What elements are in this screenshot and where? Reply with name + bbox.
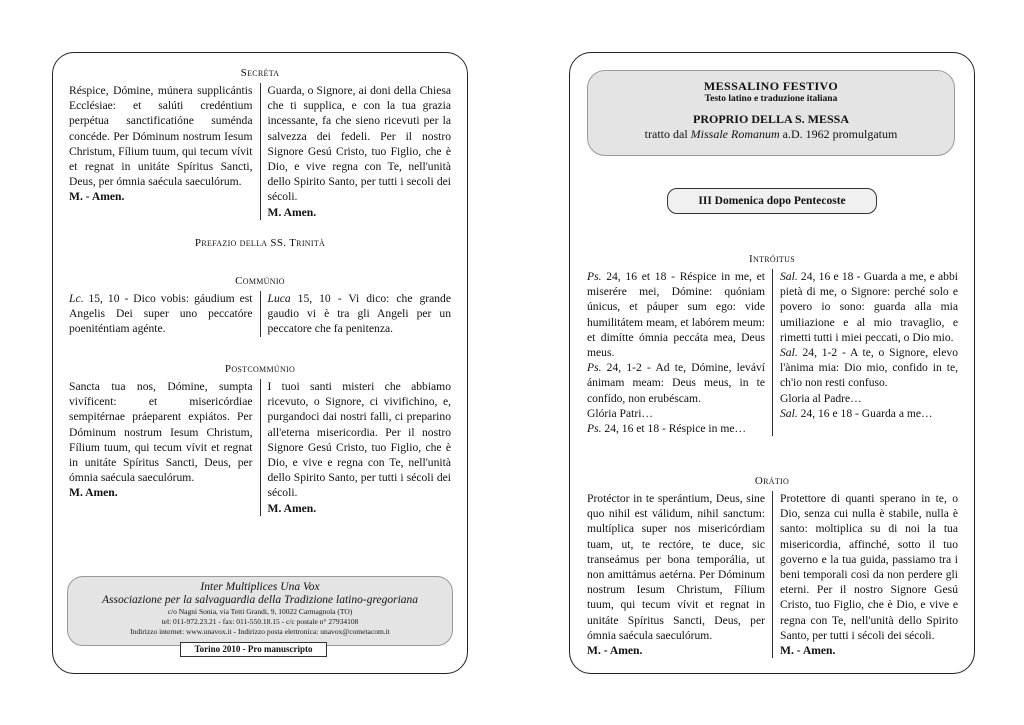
oratio-columns bbox=[587, 491, 959, 658]
footer-motto: Inter Multiplices Una Vox bbox=[200, 581, 320, 593]
introitus-latin-text-2: 24, 1-2 - Ad te, Dómine, leváví ánimam meam: Deus meus, in te confído, non erubéscam. bbox=[587, 361, 765, 405]
secreta-latin-amen: M. - Amen. bbox=[69, 190, 125, 204]
secreta-columns bbox=[69, 83, 451, 220]
footer-phone: tel: 011-972.23.21 - fax: 011-550.18.15 - c/c postale n° 27934108 bbox=[161, 617, 359, 626]
header-title: MESSALINO FESTIVO bbox=[703, 79, 839, 93]
introitus-italian-ref-4: Sal. bbox=[780, 406, 798, 420]
header-proprio: PROPRIO DELLA S. MESSA bbox=[692, 112, 850, 126]
secreta-italian bbox=[260, 83, 452, 220]
communio-italian-text: 15, 10 - Vi dico: che grande gaudio vi è tra gli Angeli per un peccatore che fa penitenza. bbox=[267, 292, 451, 336]
sunday-title: III Domenica dopo Pentecoste bbox=[667, 188, 877, 214]
postcommunio-italian-amen: M. Amen. bbox=[267, 501, 317, 515]
footer-internet: Indirizzo internet: www.unavox.it - Indirizzo posta elettronica: unavox@cometacom.it bbox=[130, 627, 390, 636]
introitus-italian-text-4: 24, 16 e 18 - Guarda a me… bbox=[797, 406, 933, 420]
communio-latin bbox=[69, 291, 260, 337]
secreta-italian-text: Guarda, o Signore, ai doni della Chiesa che ti supplica, e con la tua grazia incessante, fa che sieno ricevuti per la salvezza dei fedeli. Per il nostro Signore Gesú Cristo, tuo Figlio, che è Dio, e vive regna con Te, nell'unità dello Spirito Santo, per tutti i secoli dei sécoli. bbox=[267, 84, 451, 204]
introitus-italian-ref-1: Sal. bbox=[780, 270, 798, 283]
oratio-latin-text: Protéctor in te sperántium, Deus, sine quo nihil est válidum, nihil sanctum: multíplica super nos misericórdiam tuam, ut, te rectóre, te duce, sic transeámus per bona temporália, ut non amittámus aetérna. Per Dóminum nostrum Iesum Christum, Fílium tuum, qui tecum vívit et regnat in unitáte Spíritus Sancti, Deus, per ómnia saécula saeculórum. bbox=[587, 492, 765, 642]
oratio-italian-text: Protettore di quanti sperano in te, o Dio, senza cui nulla è stabile, nulla è santo: moltiplica su di noi la tua misericordia, affinché, sotto il tuo governo e la tua guida, passiamo tra i beni temporali così da non perdere gli eterni. Per il nostro Signore Gesú Cristo, tuo Figlio, che è Dio, e vive e regna con Te, nell'unità dello Spirito Santo, per tutti i sécoli dei sécoli. bbox=[780, 492, 958, 642]
header-source-missal: Missale Romanum bbox=[690, 127, 780, 141]
secreta-latin-text: Réspice, Dómine, múnera supplicántis Ecclésiae: et salúti credéntium perpétua sanctificatióne suménda concéde. Per Dóminum nostrum Iesum Christum, Fílium tuum, qui tecum vívit et regnat in unitáte Spíritus Sancti, Deus, per ómnia saécula saeculórum. bbox=[69, 84, 253, 189]
introitus-latin-ref-4: Ps. bbox=[587, 422, 602, 436]
communio-latin-ref: Lc bbox=[69, 292, 81, 305]
communio-title: Commúnio bbox=[235, 275, 285, 287]
communio-italian-ref: Luca bbox=[267, 292, 291, 305]
association-footer bbox=[67, 576, 453, 646]
introitus-italian-text-1: 24, 16 e 18 - Guarda a me, e abbi pietà di me, o Signore: perché solo e povero io sono: guarda alla mia umiliazione e al mio travaglio, e rimetti tutti i miei peccati, o Dio mio. bbox=[780, 270, 958, 344]
postcommunio-latin-text: Sancta tua nos, Dómine, sumpta vivíficent: et misericórdiae sempitérnae práeparent expiátos. Per Dóminum nostrum Iesum Christum, Fílium tuum, qui tecum vívit et regnat in unitáte Spíritus Sancti, Deus, per ómnia saécula saeculórum. bbox=[69, 380, 253, 485]
introitus-italian-gloria: Gloria al Padre… bbox=[780, 391, 862, 405]
introitus-latin-ref-2: Ps. bbox=[587, 361, 602, 375]
postcommunio-title: Postcommúnio bbox=[224, 363, 296, 375]
introitus-columns bbox=[587, 269, 959, 436]
right-page bbox=[569, 52, 975, 674]
header-subtitle: Testo latino e traduzione italiana bbox=[704, 94, 838, 104]
header-source-post: a.D. 1962 promulgatum bbox=[779, 127, 898, 141]
secreta-latin bbox=[69, 83, 260, 220]
introitus-latin-gloria: Glória Patri… bbox=[587, 406, 654, 420]
oratio-latin-amen: M. - Amen. bbox=[587, 644, 643, 658]
postcommunio-columns bbox=[69, 379, 451, 516]
postcommunio-latin bbox=[69, 379, 260, 516]
introitus-italian-text-2: 24, 1-2 - A te, o Signore, elevo l'ànima mia: Dio mio, confido in te, ch'io non resti confuso. bbox=[780, 346, 958, 390]
introitus-latin-text-1: 24, 16 et 18 - Réspice in me, et miserére mei, Dómine: quóniam únicus, et páuper sum ego: vide humilitátem meam, et labórem meum: et dimítte ómnia peccáta mea, Deus meus. bbox=[587, 270, 765, 360]
postcommunio-italian bbox=[260, 379, 452, 516]
introitus-latin bbox=[587, 269, 772, 436]
left-page bbox=[52, 52, 468, 674]
footer-association: Associazione per la salvaguardia della Tradizione latino-gregoriana bbox=[101, 594, 419, 606]
secreta-title: Secréta bbox=[240, 67, 280, 79]
prefazio-title: Prefazio della SS. Trinità bbox=[194, 237, 326, 249]
communio-columns bbox=[69, 291, 451, 337]
introitus-latin-text-4: 24, 16 et 18 - Réspice in me… bbox=[601, 422, 747, 436]
postcommunio-italian-text: I tuoi santi misteri che abbiamo ricevuto, o Signore, ci vivifichino, e, purgandoci dai nostri falli, ci preparino all'eterna misericordia. Per il nostro Signore Gesú Cristo, tuo Figlio, che è Dio, e vive e regna con Te, nell'unità dello Spirito Santo, per tutti i sécoli dei sécoli. bbox=[267, 380, 451, 500]
header-source-pre: tratto dal bbox=[644, 127, 691, 141]
introitus-title: Intróitus bbox=[749, 253, 795, 265]
header-box bbox=[587, 70, 955, 156]
footer-tag: Torino 2010 - Pro manuscripto bbox=[180, 642, 327, 657]
introitus-latin-ref-1: Ps. bbox=[587, 270, 602, 283]
postcommunio-latin-amen: M. Amen. bbox=[69, 486, 118, 500]
introitus-italian bbox=[772, 269, 958, 436]
oratio-latin bbox=[587, 491, 772, 658]
oratio-title: Orátio bbox=[754, 475, 790, 487]
communio-italian bbox=[260, 291, 452, 337]
communio-latin-text: . 15, 10 - Dico vobis: gáudium est Angelis Dei super uno peccatóre poeniténtiam agénte. bbox=[69, 292, 253, 336]
secreta-italian-amen: M. Amen. bbox=[267, 205, 317, 219]
oratio-italian-amen: M. - Amen. bbox=[780, 644, 836, 658]
footer-address: c/o Nagni Sonia, via Tetti Grandi, 9, 10022 Carmagnola (TO) bbox=[167, 607, 353, 616]
introitus-italian-ref-2: Sal. bbox=[780, 346, 798, 360]
header-source bbox=[588, 127, 954, 142]
oratio-italian bbox=[772, 491, 958, 658]
